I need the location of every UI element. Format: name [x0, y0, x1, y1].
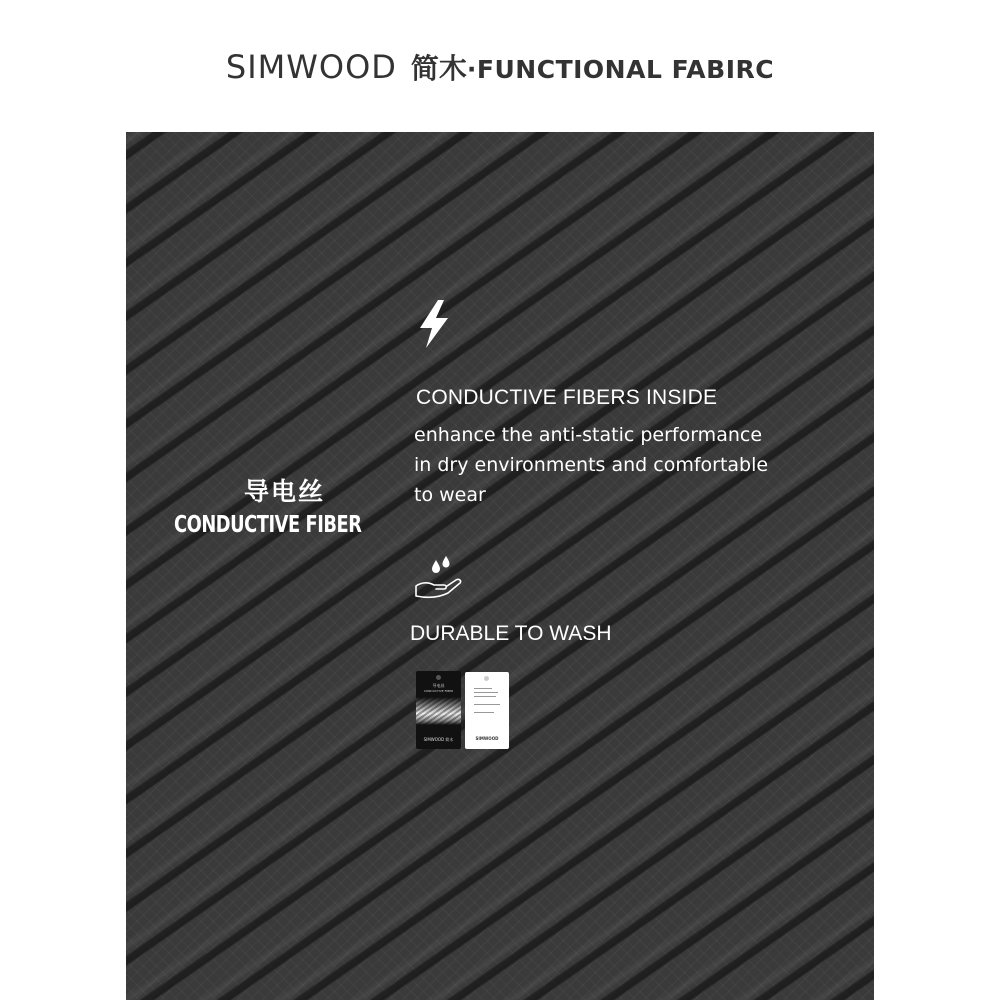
lightning-bolt-icon	[414, 298, 454, 350]
page-title	[0, 47, 1000, 93]
tag-title-en: CONDUCTIVE FIBER	[423, 689, 454, 693]
fabric-texture	[126, 132, 874, 1000]
feature-title-wash: DURABLE TO WASH	[410, 622, 612, 645]
description-line: enhance the anti-static performance	[414, 424, 763, 446]
fabric-label-en: CONDUCTIVE FIBER	[174, 512, 362, 538]
black-hangtag	[416, 671, 461, 749]
tag-brand: SIMWOOD 简木	[423, 737, 454, 742]
tag-text-line	[474, 692, 498, 693]
tag-text-line	[474, 696, 496, 697]
tag-brand: SIMWOOD	[475, 736, 499, 741]
header	[0, 0, 1000, 132]
fabric-label-cn: 导电丝	[244, 477, 326, 506]
tag-text-line	[474, 688, 492, 689]
feature-description	[414, 420, 794, 510]
tag-text-line	[474, 704, 500, 705]
description-line: in dry environments and comfortable	[414, 454, 769, 476]
tag-hole	[436, 675, 441, 680]
tagline: ·FUNCTIONAL FABIRC	[466, 55, 775, 84]
tag-fabric-graphic	[416, 697, 461, 725]
hand-water-drops-icon	[414, 556, 464, 600]
brand-name: SIMWOOD	[225, 48, 397, 86]
feature-title-conductive: CONDUCTIVE FIBERS INSIDE	[416, 386, 718, 409]
white-hangtag	[465, 672, 509, 749]
tag-text-line	[474, 712, 494, 713]
description-line: to wear	[414, 484, 486, 506]
brand-name-cn: 简木	[410, 52, 467, 85]
tag-hole	[484, 676, 489, 681]
tag-title-cn: 导电丝	[432, 683, 445, 688]
